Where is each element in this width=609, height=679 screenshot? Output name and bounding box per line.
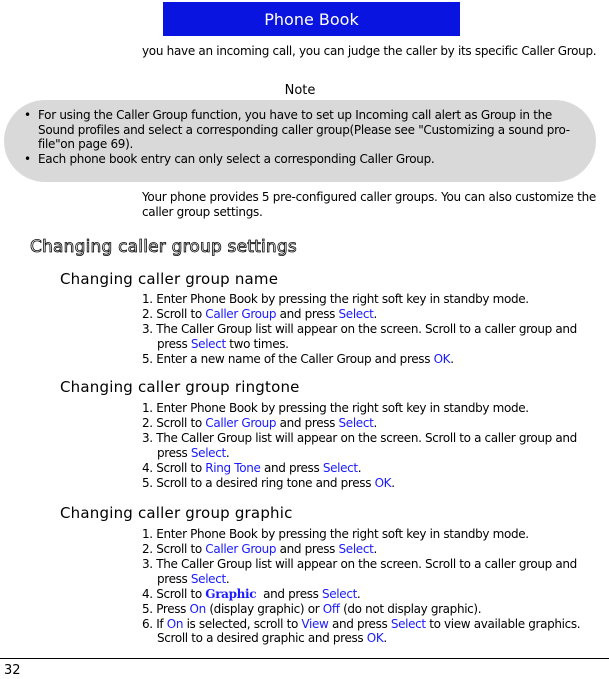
page-header-bar — [163, 2, 460, 36]
keyword-select: Select — [390, 616, 426, 631]
description-paragraph: Your phone provides 5 pre-configured caller groups. You can also customize the caller group settings. — [142, 190, 596, 219]
keyword-select: Select — [190, 445, 226, 460]
step-item: 2. Scroll to Caller Group and press Select. — [142, 416, 377, 430]
steps-list-graphic — [142, 527, 604, 646]
page-number: 32 — [4, 663, 21, 678]
keyword-select: Select — [322, 460, 358, 475]
step-item: 1. Enter Phone Book by pressing the right soft key in standby mode. — [142, 401, 529, 415]
steps-list-name — [142, 292, 604, 367]
step-item: 1. Enter Phone Book by pressing the right soft key in standby mode. — [142, 292, 529, 306]
keyword-off: Off — [322, 601, 340, 616]
keyword-caller-group: Caller Group — [205, 416, 277, 430]
step-item: 4. Scroll to Ring Tone and press Select. — [142, 460, 362, 475]
note-label: Note — [284, 83, 316, 98]
keyword-caller-group: Caller Group — [205, 307, 277, 321]
step-item: 6. If On is selected, scroll to View and press Select to view available graphics. Scroll to a desired graphic and press OK. — [142, 616, 581, 645]
step-item: 4. Scroll to Graphic and press Select. — [142, 586, 361, 601]
section-title: Changing caller group settings — [30, 237, 297, 257]
keyword-select: Select — [338, 416, 374, 430]
note-item: • Each phone book entry can only select a corresponding Caller Group. — [24, 151, 435, 166]
subsection-title-ringtone: Changing caller group ringtone — [60, 378, 300, 396]
step-item: 3. The Caller Group list will appear on the screen. Scroll to a caller group and press Select two times. — [142, 322, 577, 351]
step-item: 2. Scroll to Caller Group and press Select. — [142, 542, 377, 556]
step-item: 5. Press On (display graphic) or Off (do not display graphic). — [142, 601, 482, 616]
subsection-title-graphic: Changing caller group graphic — [60, 504, 293, 522]
keyword-select: Select — [338, 542, 374, 556]
intro-paragraph: you have an incoming call, you can judge the caller by its specific Caller Group. — [142, 44, 597, 58]
keyword-on: On — [189, 601, 206, 616]
page-header-title: Phone Book — [264, 9, 359, 29]
keyword-ok: OK — [366, 631, 384, 645]
steps-list-ringtone — [142, 401, 604, 491]
step-item: 5. Enter a new name of the Caller Group and press OK. — [142, 351, 454, 366]
step-item: 5. Scroll to a desired ring tone and press OK. — [142, 475, 395, 490]
note-list — [24, 108, 584, 166]
keyword-select: Select — [190, 336, 226, 351]
keyword-select: Select — [322, 586, 357, 601]
keyword-select: Select — [338, 307, 374, 321]
subsection-title-name: Changing caller group name — [60, 270, 279, 288]
footer-divider — [0, 658, 609, 659]
note-box — [4, 100, 596, 182]
keyword-ok: OK — [433, 351, 451, 366]
keyword-on: On — [166, 616, 184, 631]
keyword-ring-tone: Ring Tone — [205, 460, 261, 475]
step-item: 2. Scroll to Caller Group and press Select. — [142, 307, 377, 321]
keyword-ok: OK — [374, 475, 392, 490]
keyword-caller-group: Caller Group — [205, 542, 277, 556]
bullet-icon: • — [24, 151, 31, 166]
step-item: 3. The Caller Group list will appear on the screen. Scroll to a caller group and press Select. — [142, 431, 577, 460]
keyword-view: View — [301, 616, 329, 631]
step-item: 1. Enter Phone Book by pressing the right soft key in standby mode. — [142, 527, 529, 541]
keyword-graphic: Graphic — [205, 586, 257, 601]
note-item: • For using the Caller Group function, you have to set up Incoming call alert as Group in the Sound profiles and select a corresponding caller group(Please see "Customizing a sound pro-file"on page 69). — [24, 108, 570, 151]
bullet-icon: • — [24, 108, 31, 122]
keyword-select: Select — [190, 571, 226, 586]
step-item: 3. The Caller Group list will appear on the screen. Scroll to a caller group and press Select. — [142, 557, 577, 586]
